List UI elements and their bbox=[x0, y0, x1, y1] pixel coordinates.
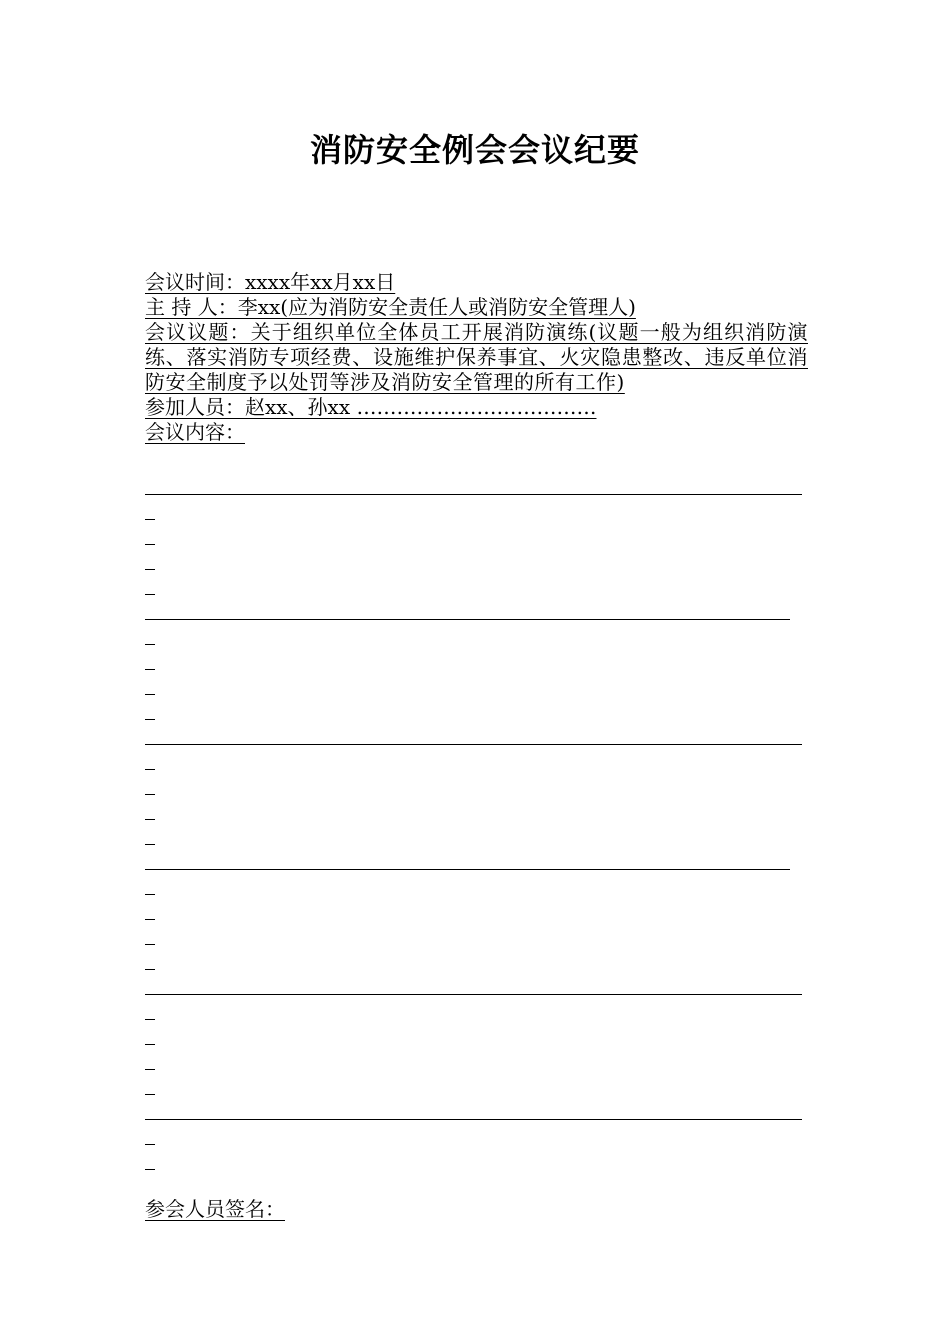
meeting-content-label: 会议内容： bbox=[145, 420, 245, 444]
content-line-stub bbox=[145, 894, 155, 895]
meeting-info bbox=[145, 270, 808, 445]
content-line bbox=[145, 994, 802, 995]
content-line-stub bbox=[145, 669, 155, 670]
content-line-stub bbox=[145, 694, 155, 695]
content-line-stub bbox=[145, 594, 155, 595]
signature-label: 参会人员签名： bbox=[145, 1197, 285, 1221]
content-line-stub bbox=[145, 519, 155, 520]
content-line-stub bbox=[145, 1144, 155, 1145]
content-line-stub bbox=[145, 644, 155, 645]
content-line bbox=[145, 494, 802, 495]
content-line bbox=[145, 869, 790, 870]
content-line-stub bbox=[145, 1094, 155, 1095]
content-line-stub bbox=[145, 544, 155, 545]
meeting-topic: 会议议题：关于组织单位全体员工开展消防演练(议题一般为组织消防演练、落实消防专项经费、设施维护保养事宜、火灾隐患整改、违反单位消防安全制度予以处罚等涉及消防安全管理的所有工作) bbox=[145, 320, 808, 394]
content-line-stub bbox=[145, 769, 155, 770]
meeting-host: 主 持 人：李xx(应为消防安全责任人或消防安全管理人) bbox=[145, 295, 636, 319]
content-line-stub bbox=[145, 569, 155, 570]
content-line-stub bbox=[145, 1069, 155, 1070]
content-line-stub bbox=[145, 794, 155, 795]
content-line-stub bbox=[145, 844, 155, 845]
content-line-stub bbox=[145, 719, 155, 720]
meeting-time: 会议时间：xxxx年xx月xx日 bbox=[145, 270, 396, 294]
meeting-attendees: 参加人员：赵xx、孙xx ……………………………… bbox=[145, 395, 597, 419]
content-line-stub bbox=[145, 944, 155, 945]
content-line-stub bbox=[145, 1169, 155, 1170]
content-line bbox=[145, 619, 790, 620]
content-line-stub bbox=[145, 1019, 155, 1020]
content-line-stub bbox=[145, 919, 155, 920]
content-line bbox=[145, 1119, 802, 1120]
content-line bbox=[145, 744, 802, 745]
content-line-stub bbox=[145, 819, 155, 820]
content-line-stub bbox=[145, 969, 155, 970]
document-title: 消防安全例会会议纪要 bbox=[309, 131, 640, 169]
content-line-stub bbox=[145, 1044, 155, 1045]
